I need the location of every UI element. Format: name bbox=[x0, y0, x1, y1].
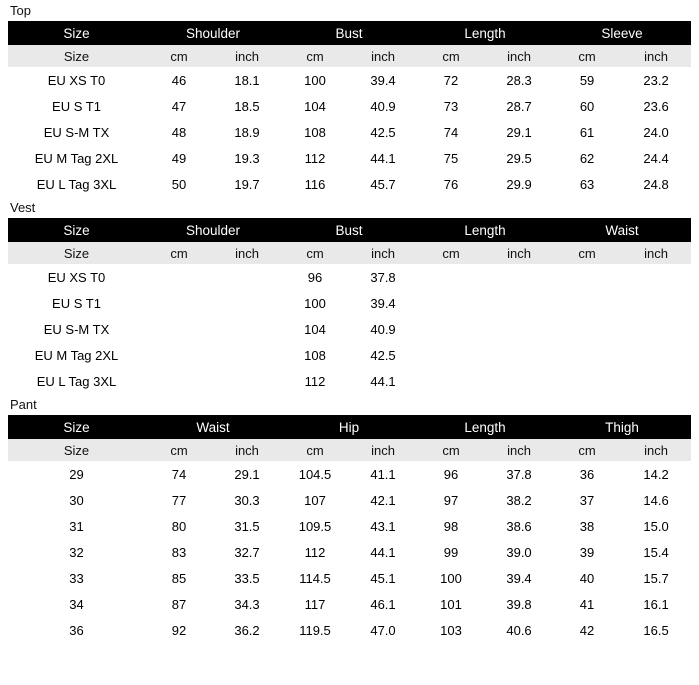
measurement-cell bbox=[621, 316, 691, 342]
column-group-header: Thigh bbox=[553, 415, 691, 439]
table-row bbox=[8, 539, 691, 565]
column-group-header: Size bbox=[8, 415, 145, 439]
measurement-cell: 92 bbox=[145, 617, 213, 643]
measurement-cell: 109.5 bbox=[281, 513, 349, 539]
measurement-cell bbox=[553, 316, 621, 342]
measurement-cell: 46 bbox=[145, 67, 213, 93]
measurement-cell: 101 bbox=[417, 591, 485, 617]
measurement-cell: 104 bbox=[281, 316, 349, 342]
column-group-header: Length bbox=[417, 218, 553, 242]
measurement-cell: 28.3 bbox=[485, 67, 553, 93]
size-label-cell: EU S T1 bbox=[8, 290, 145, 316]
measurement-cell: 116 bbox=[281, 171, 349, 197]
measurement-cell: 15.4 bbox=[621, 539, 691, 565]
measurement-cell: 39 bbox=[553, 539, 621, 565]
measurement-cell: 19.3 bbox=[213, 145, 281, 171]
size-label-cell: 34 bbox=[8, 591, 145, 617]
measurement-cell: 104 bbox=[281, 93, 349, 119]
column-unit-header: Size bbox=[8, 242, 145, 264]
measurement-cell bbox=[213, 342, 281, 368]
measurement-cell: 80 bbox=[145, 513, 213, 539]
measurement-cell: 42 bbox=[553, 617, 621, 643]
measurement-cell: 108 bbox=[281, 119, 349, 145]
measurement-cell bbox=[485, 342, 553, 368]
column-unit-header: cm bbox=[281, 45, 349, 67]
measurement-cell: 38 bbox=[553, 513, 621, 539]
measurement-cell: 15.7 bbox=[621, 565, 691, 591]
measurement-cell: 29.1 bbox=[485, 119, 553, 145]
measurement-cell: 40.6 bbox=[485, 617, 553, 643]
measurement-cell: 41 bbox=[553, 591, 621, 617]
measurement-cell: 29.9 bbox=[485, 171, 553, 197]
table-row bbox=[8, 145, 691, 171]
measurement-cell bbox=[553, 342, 621, 368]
column-unit-header: cm bbox=[145, 439, 213, 461]
measurement-cell: 76 bbox=[417, 171, 485, 197]
measurement-cell bbox=[417, 316, 485, 342]
size-label-cell: 33 bbox=[8, 565, 145, 591]
measurement-cell: 112 bbox=[281, 368, 349, 394]
measurement-cell: 41.1 bbox=[349, 461, 417, 487]
measurement-cell: 85 bbox=[145, 565, 213, 591]
column-unit-header: inch bbox=[621, 242, 691, 264]
measurement-cell: 119.5 bbox=[281, 617, 349, 643]
measurement-cell: 72 bbox=[417, 67, 485, 93]
table-row bbox=[8, 316, 691, 342]
column-unit-header: cm bbox=[553, 439, 621, 461]
column-unit-header: cm bbox=[553, 242, 621, 264]
column-unit-header: inch bbox=[213, 439, 281, 461]
measurement-cell: 37 bbox=[553, 487, 621, 513]
measurement-cell bbox=[417, 368, 485, 394]
column-unit-header: inch bbox=[621, 439, 691, 461]
size-table bbox=[8, 218, 691, 394]
measurement-cell: 108 bbox=[281, 342, 349, 368]
measurement-cell: 16.5 bbox=[621, 617, 691, 643]
size-label-cell: EU L Tag 3XL bbox=[8, 171, 145, 197]
size-label-cell: EU M Tag 2XL bbox=[8, 145, 145, 171]
measurement-cell bbox=[417, 264, 485, 290]
measurement-cell: 16.1 bbox=[621, 591, 691, 617]
column-group-header: Sleeve bbox=[553, 21, 691, 45]
measurement-cell bbox=[213, 368, 281, 394]
measurement-cell bbox=[485, 316, 553, 342]
table-row bbox=[8, 67, 691, 93]
column-unit-header: cm bbox=[417, 439, 485, 461]
size-label-cell: 29 bbox=[8, 461, 145, 487]
measurement-cell: 50 bbox=[145, 171, 213, 197]
measurement-cell bbox=[621, 342, 691, 368]
measurement-cell bbox=[145, 316, 213, 342]
measurement-cell: 74 bbox=[145, 461, 213, 487]
measurement-cell: 36.2 bbox=[213, 617, 281, 643]
column-group-header: Shoulder bbox=[145, 218, 281, 242]
column-unit-header: Size bbox=[8, 439, 145, 461]
measurement-cell bbox=[145, 264, 213, 290]
measurement-cell: 42.5 bbox=[349, 119, 417, 145]
measurement-cell: 23.2 bbox=[621, 67, 691, 93]
column-unit-header: inch bbox=[621, 45, 691, 67]
measurement-cell: 99 bbox=[417, 539, 485, 565]
size-label-cell: EU XS T0 bbox=[8, 264, 145, 290]
column-group-header: Hip bbox=[281, 415, 417, 439]
table-row bbox=[8, 617, 691, 643]
measurement-cell: 112 bbox=[281, 145, 349, 171]
measurement-cell bbox=[145, 342, 213, 368]
measurement-cell: 104.5 bbox=[281, 461, 349, 487]
table-row bbox=[8, 119, 691, 145]
measurement-cell: 38.6 bbox=[485, 513, 553, 539]
column-unit-header: Size bbox=[8, 45, 145, 67]
measurement-cell bbox=[213, 290, 281, 316]
measurement-cell bbox=[417, 290, 485, 316]
column-unit-header: cm bbox=[417, 242, 485, 264]
size-label-cell: EU M Tag 2XL bbox=[8, 342, 145, 368]
measurement-cell: 47.0 bbox=[349, 617, 417, 643]
measurement-cell: 42.1 bbox=[349, 487, 417, 513]
measurement-cell: 15.0 bbox=[621, 513, 691, 539]
measurement-cell: 18.9 bbox=[213, 119, 281, 145]
measurement-cell: 40.9 bbox=[349, 316, 417, 342]
measurement-cell: 83 bbox=[145, 539, 213, 565]
measurement-cell: 96 bbox=[281, 264, 349, 290]
measurement-cell: 39.8 bbox=[485, 591, 553, 617]
measurement-cell: 114.5 bbox=[281, 565, 349, 591]
table-row bbox=[8, 565, 691, 591]
column-unit-header: cm bbox=[145, 45, 213, 67]
column-unit-header: cm bbox=[145, 242, 213, 264]
measurement-cell: 39.4 bbox=[349, 290, 417, 316]
table-header-row bbox=[8, 218, 691, 242]
measurement-cell: 24.8 bbox=[621, 171, 691, 197]
measurement-cell: 28.7 bbox=[485, 93, 553, 119]
size-label-cell: EU S T1 bbox=[8, 93, 145, 119]
measurement-cell: 18.1 bbox=[213, 67, 281, 93]
measurement-cell: 37.8 bbox=[349, 264, 417, 290]
measurement-cell: 33.5 bbox=[213, 565, 281, 591]
measurement-cell: 39.4 bbox=[349, 67, 417, 93]
measurement-cell bbox=[145, 368, 213, 394]
measurement-cell: 44.1 bbox=[349, 539, 417, 565]
column-unit-header: cm bbox=[553, 45, 621, 67]
measurement-cell: 100 bbox=[281, 290, 349, 316]
measurement-cell bbox=[417, 342, 485, 368]
measurement-cell: 100 bbox=[281, 67, 349, 93]
size-table bbox=[8, 415, 691, 643]
measurement-cell bbox=[621, 368, 691, 394]
column-unit-header: cm bbox=[417, 45, 485, 67]
measurement-cell: 74 bbox=[417, 119, 485, 145]
column-unit-header: cm bbox=[281, 439, 349, 461]
measurement-cell: 48 bbox=[145, 119, 213, 145]
measurement-cell: 60 bbox=[553, 93, 621, 119]
size-label-cell: 30 bbox=[8, 487, 145, 513]
measurement-cell: 117 bbox=[281, 591, 349, 617]
table-row bbox=[8, 342, 691, 368]
measurement-cell: 39.4 bbox=[485, 565, 553, 591]
measurement-cell: 29.5 bbox=[485, 145, 553, 171]
measurement-cell: 23.6 bbox=[621, 93, 691, 119]
measurement-cell: 87 bbox=[145, 591, 213, 617]
measurement-cell: 75 bbox=[417, 145, 485, 171]
measurement-cell: 43.1 bbox=[349, 513, 417, 539]
column-unit-header: inch bbox=[349, 439, 417, 461]
measurement-cell: 62 bbox=[553, 145, 621, 171]
measurement-cell: 40 bbox=[553, 565, 621, 591]
table-row bbox=[8, 93, 691, 119]
measurement-cell: 37.8 bbox=[485, 461, 553, 487]
measurement-cell: 73 bbox=[417, 93, 485, 119]
measurement-cell: 103 bbox=[417, 617, 485, 643]
measurement-cell bbox=[485, 290, 553, 316]
column-unit-header: inch bbox=[485, 45, 553, 67]
measurement-cell bbox=[553, 264, 621, 290]
column-group-header: Waist bbox=[553, 218, 691, 242]
measurement-cell bbox=[485, 264, 553, 290]
measurement-cell: 107 bbox=[281, 487, 349, 513]
column-unit-header: inch bbox=[485, 439, 553, 461]
table-row bbox=[8, 513, 691, 539]
measurement-cell bbox=[213, 264, 281, 290]
measurement-cell: 24.4 bbox=[621, 145, 691, 171]
measurement-cell: 44.1 bbox=[349, 145, 417, 171]
measurement-cell: 77 bbox=[145, 487, 213, 513]
measurement-cell: 45.1 bbox=[349, 565, 417, 591]
measurement-cell: 32.7 bbox=[213, 539, 281, 565]
measurement-cell: 97 bbox=[417, 487, 485, 513]
column-group-header: Length bbox=[417, 415, 553, 439]
column-group-header: Size bbox=[8, 218, 145, 242]
table-row bbox=[8, 368, 691, 394]
column-unit-header: inch bbox=[349, 242, 417, 264]
column-group-header: Length bbox=[417, 21, 553, 45]
measurement-cell bbox=[145, 290, 213, 316]
measurement-cell: 14.2 bbox=[621, 461, 691, 487]
measurement-cell: 112 bbox=[281, 539, 349, 565]
measurement-cell: 49 bbox=[145, 145, 213, 171]
size-table bbox=[8, 21, 691, 197]
column-unit-header: inch bbox=[213, 45, 281, 67]
measurement-cell: 38.2 bbox=[485, 487, 553, 513]
table-subheader-row bbox=[8, 242, 691, 264]
table-row bbox=[8, 487, 691, 513]
measurement-cell: 29.1 bbox=[213, 461, 281, 487]
column-group-header: Bust bbox=[281, 21, 417, 45]
size-label-cell: 32 bbox=[8, 539, 145, 565]
table-row bbox=[8, 461, 691, 487]
measurement-cell: 24.0 bbox=[621, 119, 691, 145]
section-title: Top bbox=[10, 3, 31, 18]
measurement-cell: 46.1 bbox=[349, 591, 417, 617]
measurement-cell: 40.9 bbox=[349, 93, 417, 119]
section-title: Pant bbox=[10, 397, 37, 412]
measurement-cell: 30.3 bbox=[213, 487, 281, 513]
column-unit-header: inch bbox=[485, 242, 553, 264]
measurement-cell: 34.3 bbox=[213, 591, 281, 617]
column-unit-header: inch bbox=[349, 45, 417, 67]
measurement-cell bbox=[621, 290, 691, 316]
measurement-cell bbox=[213, 316, 281, 342]
table-row bbox=[8, 591, 691, 617]
measurement-cell: 31.5 bbox=[213, 513, 281, 539]
measurement-cell bbox=[553, 290, 621, 316]
table-row bbox=[8, 171, 691, 197]
measurement-cell: 44.1 bbox=[349, 368, 417, 394]
measurement-cell bbox=[553, 368, 621, 394]
measurement-cell: 36 bbox=[553, 461, 621, 487]
column-unit-header: inch bbox=[213, 242, 281, 264]
measurement-cell: 98 bbox=[417, 513, 485, 539]
table-row bbox=[8, 290, 691, 316]
column-unit-header: cm bbox=[281, 242, 349, 264]
measurement-cell bbox=[621, 264, 691, 290]
measurement-cell: 42.5 bbox=[349, 342, 417, 368]
table-header-row bbox=[8, 21, 691, 45]
measurement-cell: 47 bbox=[145, 93, 213, 119]
size-label-cell: EU S-M TX bbox=[8, 119, 145, 145]
table-row bbox=[8, 264, 691, 290]
column-group-header: Waist bbox=[145, 415, 281, 439]
table-subheader-row bbox=[8, 45, 691, 67]
measurement-cell: 63 bbox=[553, 171, 621, 197]
size-label-cell: EU S-M TX bbox=[8, 316, 145, 342]
measurement-cell: 18.5 bbox=[213, 93, 281, 119]
measurement-cell: 19.7 bbox=[213, 171, 281, 197]
measurement-cell: 61 bbox=[553, 119, 621, 145]
table-header-row bbox=[8, 415, 691, 439]
measurement-cell: 14.6 bbox=[621, 487, 691, 513]
column-group-header: Bust bbox=[281, 218, 417, 242]
measurement-cell: 100 bbox=[417, 565, 485, 591]
section-title: Vest bbox=[10, 200, 36, 215]
table-subheader-row bbox=[8, 439, 691, 461]
size-label-cell: EU L Tag 3XL bbox=[8, 368, 145, 394]
size-label-cell: EU XS T0 bbox=[8, 67, 145, 93]
column-group-header: Shoulder bbox=[145, 21, 281, 45]
measurement-cell: 96 bbox=[417, 461, 485, 487]
measurement-cell: 59 bbox=[553, 67, 621, 93]
measurement-cell: 39.0 bbox=[485, 539, 553, 565]
column-group-header: Size bbox=[8, 21, 145, 45]
measurement-cell: 45.7 bbox=[349, 171, 417, 197]
measurement-cell bbox=[485, 368, 553, 394]
size-label-cell: 31 bbox=[8, 513, 145, 539]
size-label-cell: 36 bbox=[8, 617, 145, 643]
